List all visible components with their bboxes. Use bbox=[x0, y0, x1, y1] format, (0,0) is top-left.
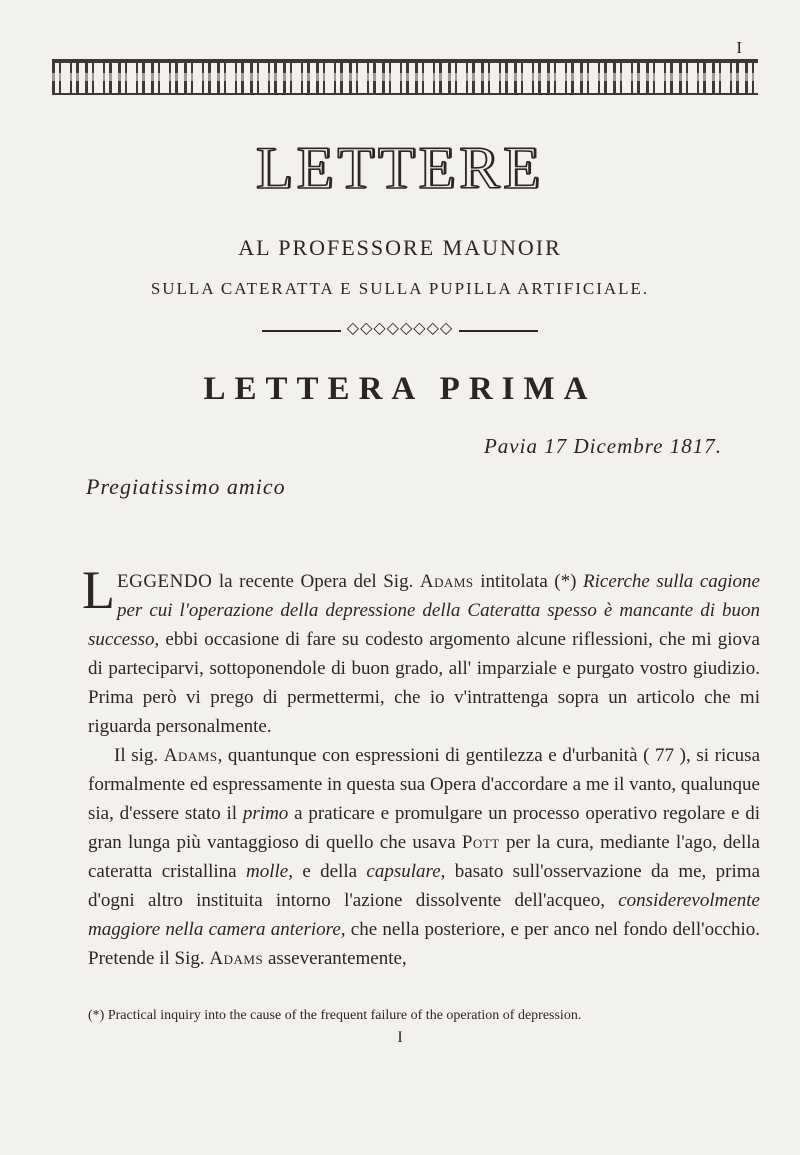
subtitle-topic: SULLA CATERATTA E SULLA PUPILLA ARTIFICIALE. bbox=[150, 279, 650, 298]
subtitle-addressee: AL PROFESSORE MAUNOIR bbox=[238, 235, 562, 260]
paragraph-1: LEGGENDO la recente Opera del Sig. Adams intitolata (*) Ricerche sulla cagione per cui l'operazione della depressione della Cateratta spesso è mancante di buon successo, ebbi occasione di fare su codesto argomento alcune riflessioni, che mi giova di parteciparvi, sottoponendole di buon grado, all' imparziale e purgato vostro giudizio. Prima però vi prego di permettermi, che io v'intrattenga sopra un articolo che mi riguarda personalmente. bbox=[82, 560, 760, 737]
drop-cap: L bbox=[82, 560, 115, 620]
signature-mark: I bbox=[397, 1029, 403, 1046]
ornamental-header-band bbox=[52, 59, 758, 95]
rule-ornament: ◇◇◇◇◇◇◇◇ bbox=[0, 318, 800, 338]
paragraph-2: Il sig. Adams, quantunque con espressioni di gentilezza e d'urbanità ( 77 ), si ricusa formalmente ed espressamente in questa sua Opera d'accordare a me il vanto, qualunque sia, d'essere stato il primo a praticare e promulgare un processo operativo regolare e di gran lunga più vantaggioso di quello che usava Pott per la cura, mediante l'ago, della cateratta cristallina molle, e della capsulare, basato sull'osservazione da me, prima d'ogni altro instituita intorno l'azione dissolvente dell'acqueo, considerevolmente maggiore nella camera anteriore, che nella posteriore, e per anco nel fondo dell'occhio. Pretende il Sig. Adams asseverantemente, bbox=[88, 745, 761, 969]
letter-body bbox=[82, 560, 761, 973]
salutation: Pregiatissimo amico bbox=[86, 474, 286, 499]
page-number: I bbox=[736, 38, 742, 57]
footnote: (*) Practical inquiry into the cause of the frequent failure of the operation of depression. bbox=[88, 1008, 582, 1023]
letter-heading: LETTERA PRIMA bbox=[203, 371, 597, 407]
place-date: Pavia 17 Dicembre 1817. bbox=[483, 434, 722, 458]
main-title: LETTERE bbox=[256, 135, 544, 201]
